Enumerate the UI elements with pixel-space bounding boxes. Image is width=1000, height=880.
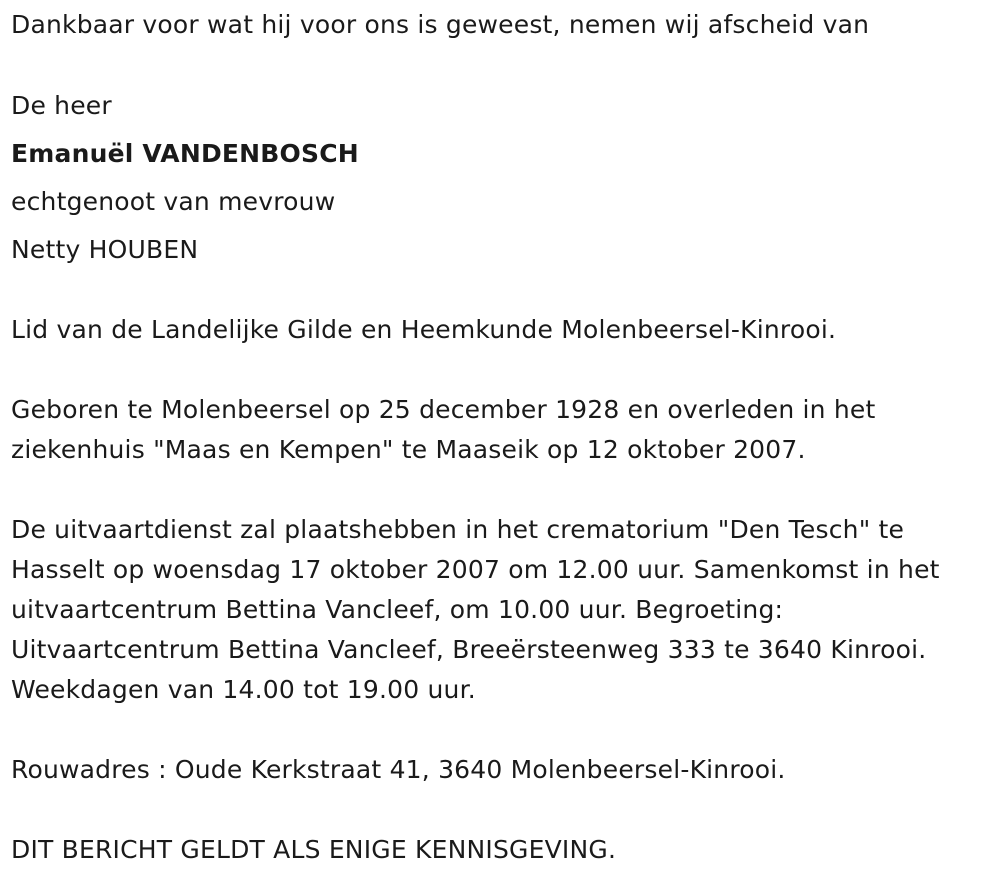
intro-text: Dankbaar voor wat hij voor ons is geweest, nemen wij afscheid van xyxy=(11,10,870,39)
service-line-4: Uitvaartcentrum Bettina Vancleef, Breeërsteenweg 333 te 3640 Kinrooi. xyxy=(11,635,927,664)
service-line-1: De uitvaartdienst zal plaatshebben in het crematorium "Den Tesch" te xyxy=(11,515,905,544)
mourning-address: Rouwadres : Oude Kerkstraat 41, 3640 Molenbeersel-Kinrooi. xyxy=(11,755,786,784)
membership-text: Lid van de Landelijke Gilde en Heemkunde Molenbeersel-Kinrooi. xyxy=(11,315,837,344)
spouse-name: Netty HOUBEN xyxy=(11,235,199,264)
birth-death-line-2: ziekenhuis "Maas en Kempen" te Maaseik op 12 oktober 2007. xyxy=(11,435,806,464)
birth-death-line-1: Geboren te Molenbeersel op 25 december 1928 en overleden in het xyxy=(11,395,876,424)
salutation: De heer xyxy=(11,91,112,120)
service-line-2: Hasselt op woensdag 17 oktober 2007 om 12.00 uur. Samenkomst in het xyxy=(11,555,940,584)
notice-text: DIT BERICHT GELDT ALS ENIGE KENNISGEVING. xyxy=(11,835,617,864)
service-line-5: Weekdagen van 14.00 tot 19.00 uur. xyxy=(11,675,476,704)
service-line-3: uitvaartcentrum Bettina Vancleef, om 10.00 uur. Begroeting: xyxy=(11,595,784,624)
deceased-name: Emanuël VANDENBOSCH xyxy=(11,139,359,168)
relation-text: echtgenoot van mevrouw xyxy=(11,187,336,216)
